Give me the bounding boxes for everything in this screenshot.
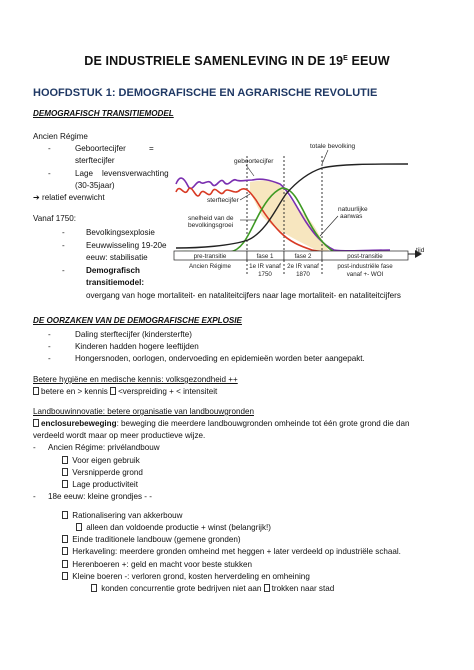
box-icon [62,560,68,568]
label-snelheid-1: snelheid van de [188,215,234,222]
enclosure-line-1: enclosurebeweging: beweging die meerdere landbouwgronden omheinde tot één grote grond die dan [33,418,410,430]
chapter-heading: HOOFDSTUK 1: DEMOGRAFISCHE EN AGRARISCHE REVOLUTIE [33,87,378,99]
hygiene-heading: Betere hygiëne en medische kennis: volksgezondheid ++ [33,375,238,384]
box-icon [33,387,39,395]
relatief-line: ➔ relatief evenwicht [33,193,105,202]
equals-sign: = [149,144,154,153]
sub-2e-ir: 2e IR vanaf [287,263,319,270]
item-herenboeren: Herenboeren +: geld en macht voor beste stukken [62,559,252,571]
label-natuurlijke: natuurlijke [338,206,368,213]
section-heading-model: DEMOGRAFISCH TRANSITIEMODEL [33,109,174,118]
oorzaak-2: Kinderen hadden hogere leeftijden [75,342,199,351]
enclosure-line-2: verdeeld wordt maar op meer productieve wijze. [33,431,206,440]
box-icon [62,468,68,476]
item-einde: Einde traditionele landbouw (gemene gronden) [62,534,241,546]
item-lage-productiviteit: Lage productiviteit [62,479,138,491]
landbouw-heading: Landbouwinnovatie: betere organisatie van landbouwgronden [33,407,254,416]
box-icon [62,511,68,519]
jaar-text: (30-35jaar) [75,181,115,190]
label-totale-bevolking: totale bevolking [310,143,356,150]
sub-vanaf-woi: vanaf +- WOI [346,271,384,278]
label-tijd: tijd [416,247,425,254]
item-konden: konden concurrentie grote bedrijven niet aan trokken naar stad [91,583,334,595]
box-icon [33,419,39,427]
box-icon [91,584,97,592]
overgang-text: overgang van hoge mortaliteit- en nataliteitcijfers naar lage mortaliteit- en nataliteitcijfers [86,291,401,300]
item-herkaveling: Herkaveling: meerdere gronden omheind met heggen + later verdeeld op industriële schaal. [62,546,401,558]
eeuw18-text: 18e eeuw: kleine grondjes - - [48,492,152,501]
phase-fase-1: fase 1 [256,253,274,260]
transitiemodel-text: transitiemodel: [86,278,145,287]
geboortecijfer-text: Geboortecijfer [75,144,126,153]
lage-text: Lage [75,169,94,178]
box-icon [62,572,68,580]
label-sterftecijfer: sterftecijfer [207,197,239,204]
bevolkingsexplosie-text: Bevolkingsexplosie [86,228,155,237]
sterftecijfer-text: sterftecijfer [75,156,115,165]
item-rationalisering: Rationalisering van akkerbouw [62,510,182,522]
eeuwwisseling-text: Eeuwwisseling 19-20e [86,241,167,250]
document-title: DE INDUSTRIELE SAMENLEVING IN DE $19^E$ EEUW [84,54,390,68]
phase-pre-transitie: pre-transitie [193,253,227,260]
hygiene-line: betere en > kennis <verspreiding + < intensiteit [33,386,217,398]
box-icon [264,584,270,592]
stabilisatie-text: eeuw: stabilisatie [86,253,148,262]
item-alleen: alleen dan voldoende productie + winst (belangrijk!) [76,522,271,534]
sub-post-industriele: post-industriële fase [337,263,393,270]
oorzaak-3: Hongersnoden, oorlogen, ondervoeding en epidemieën worden beter aangepakt. [75,354,365,363]
vanaf-label: Vanaf 1750: [33,214,77,223]
demografisch-text: Demografisch [86,266,140,275]
box-icon [110,387,116,395]
ancien-prive: Ancien Régime: privélandbouw [48,443,160,452]
label-aanwas: aanwas [340,213,363,220]
item-eigen: Voor eigen gebruik [62,455,140,467]
label-snelheid-2: bevolkingsgroei [188,222,234,229]
box-icon [62,456,68,464]
label-geboortecijfer: geboortecijfer [234,158,274,165]
levensverwachting-text: levensverwachting [102,169,169,178]
sub-1750: 1750 [258,271,272,278]
box-icon [76,523,82,531]
box-icon [62,480,68,488]
sub-1e-ir: 1e IR vanaf [249,263,281,270]
ancien-regime-label: Ancien Régime [33,132,88,141]
sub-1870: 1870 [296,271,310,278]
transition-diagram [170,136,440,282]
oorzaak-1: Daling sterftecijfer (kindersterfte) [75,330,192,339]
box-icon [62,547,68,555]
arrow-right-icon: ➔ [33,193,43,202]
item-kleine-boeren: Kleine boeren -: verloren grond, kosten herverdeling en omheining [62,571,310,583]
item-versnipperde: Versnipperde grond [62,467,143,479]
phase-fase-2: fase 2 [294,253,312,260]
phase-post-transitie: post-transitie [347,253,383,260]
box-icon [62,535,68,543]
sub-ancien-regime: Ancien Régime [189,263,231,270]
section-heading-oorzaken: DE OORZAKEN VAN DE DEMOGRAFISCHE EXPLOSIE [33,316,242,325]
